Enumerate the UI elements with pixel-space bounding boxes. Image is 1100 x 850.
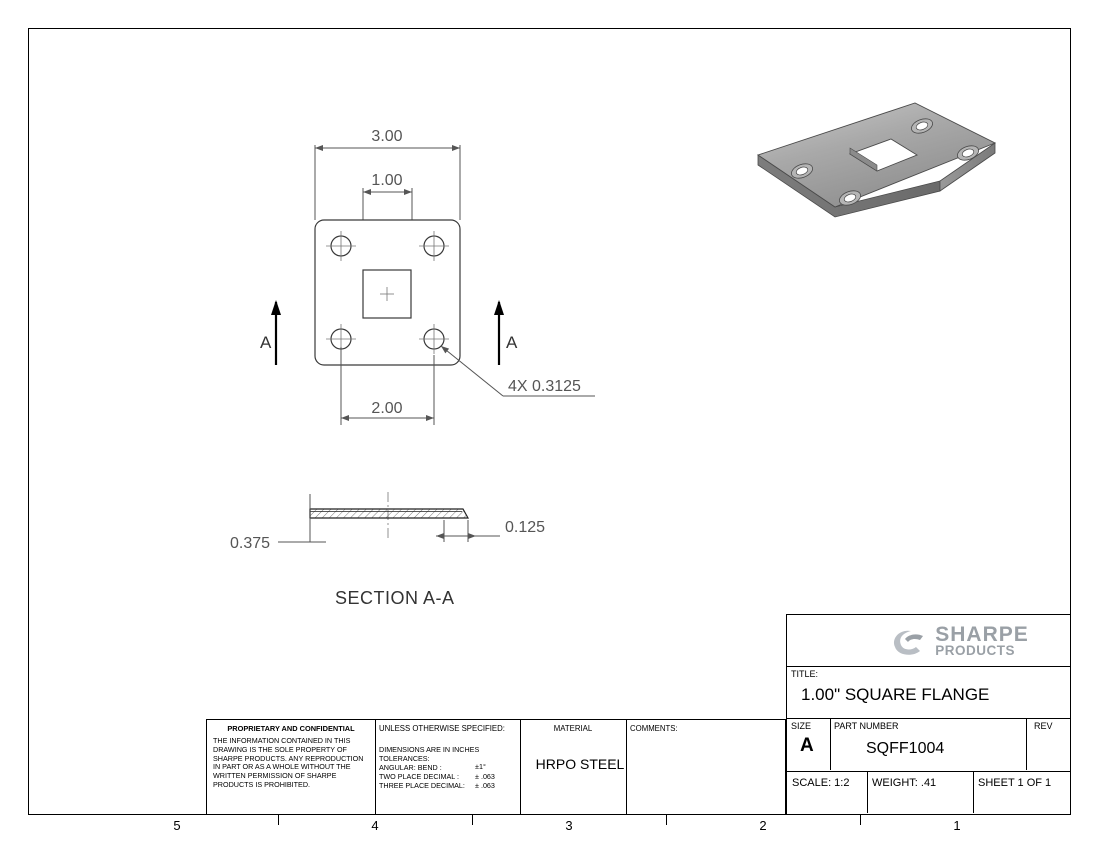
zone-tick [666, 815, 667, 825]
proprietary-body: THE INFORMATION CONTAINED IN THIS DRAWING IS THE SOLE PROPERTY OF SHARPE PRODUCTS. ANY REPRODUCTION IN PART OR AS A WHOLE WITHOUT THE WRITTEN PERMISSION OF SHARPE PRODUCTS IS PROHIBITED. [213, 736, 364, 789]
section-mark-left [260, 300, 281, 365]
weight-cell [867, 771, 974, 813]
dim-hole-spacing-text: 2.00 [371, 400, 403, 417]
part-number-cell [830, 718, 1027, 770]
rev-cell [1026, 718, 1070, 770]
spec-line-3: TWO PLACE DECIMAL : [379, 772, 460, 781]
proprietary-cell [207, 720, 376, 814]
section-mark-right-label: A [506, 333, 518, 352]
scale-row [787, 771, 1070, 814]
weight-value: WEIGHT: .41 [872, 777, 937, 789]
section-profile [310, 509, 468, 518]
comments-cell [626, 720, 785, 814]
scale-value: SCALE: 1:2 [792, 777, 850, 789]
scale-cell [787, 771, 868, 813]
sharpe-logo [849, 621, 1069, 661]
spec-line-1: TOLERANCES: [379, 754, 430, 763]
sheet-cell [973, 771, 1070, 813]
dim-center-square-text: 1.00 [371, 172, 403, 189]
size-value: A [800, 735, 814, 756]
section-view-title: SECTION A-A [335, 588, 455, 608]
logo-line-2: PRODUCTS [935, 642, 1015, 658]
zone-tick [860, 815, 861, 825]
proprietary-heading: PROPRIETARY AND CONFIDENTIAL [227, 724, 355, 733]
material-label: MATERIAL [553, 724, 593, 733]
zone-number-3: 3 [565, 818, 573, 833]
sharpe-logo-icon [889, 625, 929, 657]
isometric-view [740, 95, 1020, 255]
material-cell [520, 720, 627, 814]
hole-callout-leader [441, 346, 595, 396]
spec-value-0: ±1° [475, 762, 486, 771]
part-number-value: SQFF1004 [866, 740, 945, 757]
dim-thickness [436, 519, 545, 542]
material-value: HRPO STEEL [535, 756, 625, 772]
notes-block [206, 719, 786, 815]
sheet-value: SHEET 1 OF 1 [978, 777, 1052, 789]
dim-section-width-text: 0.375 [230, 535, 271, 552]
spec-value-2: ± .063 [475, 781, 495, 790]
title-value: 1.00" SQUARE FLANGE [801, 685, 990, 704]
unless-heading: UNLESS OTHERWISE SPECIFIED: [379, 724, 505, 733]
section-mark-left-label: A [260, 333, 272, 352]
comments-label: COMMENTS: [630, 724, 678, 733]
hole-callout-text: 4X 0.3125 [508, 378, 581, 395]
dim-overall-width-text: 3.00 [371, 128, 403, 145]
zone-tick [278, 815, 279, 825]
rev-label: REV [1034, 721, 1053, 731]
spec-cell [375, 720, 521, 814]
title-row [787, 666, 1070, 719]
dim-thickness-text: 0.125 [505, 519, 546, 536]
size-label: SIZE [791, 721, 812, 731]
zone-number-5: 5 [173, 818, 181, 833]
title-label: TITLE: [791, 669, 819, 679]
spec-value-1: ± .063 [475, 772, 495, 781]
zone-number-2: 2 [759, 818, 767, 833]
logo-line-1: SHARPE [935, 622, 1029, 646]
section-mark-right [494, 300, 518, 365]
zone-number-1: 1 [953, 818, 961, 833]
size-cell [787, 718, 831, 770]
title-block [786, 614, 1071, 815]
title-block-logo-row [787, 615, 1070, 667]
spec-line-2: ANGULAR: BEND : [379, 763, 442, 772]
section-view [200, 470, 600, 580]
front-view [250, 110, 670, 460]
zone-tick [472, 815, 473, 825]
spec-line-0: DIMENSIONS ARE IN INCHES [379, 745, 480, 754]
spec-line-4: THREE PLACE DECIMAL: [379, 781, 465, 790]
part-row [787, 718, 1070, 772]
part-number-label: PART NUMBER [834, 721, 899, 731]
dim-section-width [230, 494, 326, 552]
zone-number-4: 4 [371, 818, 379, 833]
